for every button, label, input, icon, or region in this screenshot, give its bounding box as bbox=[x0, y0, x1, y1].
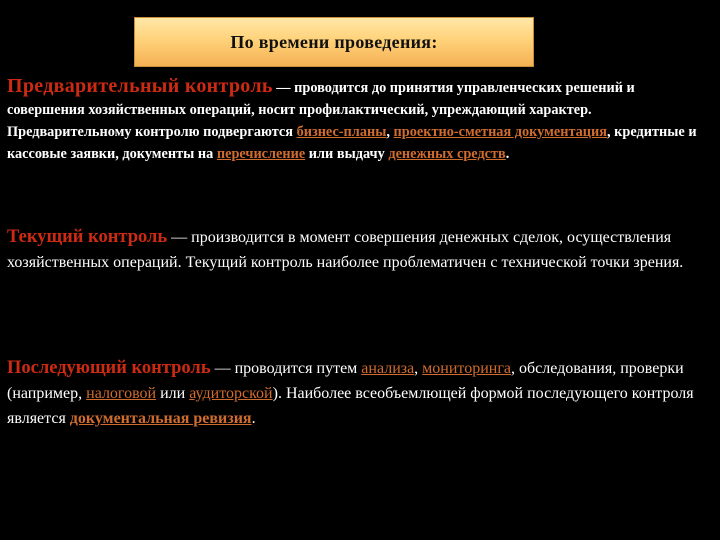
preliminary-control-paragraph bbox=[7, 75, 713, 165]
link-business-plans[interactable]: бизнес-планы bbox=[296, 124, 387, 140]
link-analysis[interactable]: анализа bbox=[361, 360, 415, 377]
link-auditor[interactable]: аудиторской bbox=[189, 385, 273, 402]
subsequent-control-text-2: , обследования, проверки (например, bbox=[7, 360, 684, 402]
slide-title-box bbox=[134, 17, 534, 67]
subsequent-control-text-4: ). Наиболее всеобъемлющей формой последующего контроля является bbox=[7, 385, 694, 427]
link-tax-audit[interactable]: налоговой bbox=[86, 385, 157, 402]
subsequent-control-term: Последующий контроль bbox=[7, 358, 211, 378]
subsequent-control-text-1: — проводится путем bbox=[210, 360, 362, 377]
link-monitoring[interactable]: мониторинга bbox=[422, 360, 511, 377]
period-text: . bbox=[505, 146, 510, 162]
preliminary-control-term: Предварительный контроль bbox=[7, 75, 273, 97]
current-control-definition: — производится в момент совершения денежных сделок, осуществления хозяйственных операций. Текущий контроль наиболее проблематичен с технической точки зрения. bbox=[7, 229, 684, 271]
period-text: . bbox=[251, 410, 256, 427]
separator-text: , bbox=[414, 360, 423, 377]
link-funds[interactable]: денежных средств bbox=[388, 146, 506, 162]
link-documentary-revision[interactable]: документальная ревизия bbox=[69, 410, 252, 427]
preliminary-control-text-3: или выдачу bbox=[305, 146, 389, 162]
slide-title: По времени проведения: bbox=[230, 31, 438, 52]
link-project-estimate-docs[interactable]: проектно-сметная документация bbox=[393, 124, 608, 140]
preliminary-control-definition: — проводится до принятия управленческих решений и совершения хозяйственных операций, носит профилактический, упреждающий характер. bbox=[7, 80, 635, 118]
separator-text: , bbox=[386, 124, 394, 140]
preliminary-control-text-2: , кредитные и кассовые заявки, документы на bbox=[7, 124, 697, 162]
subsequent-control-paragraph bbox=[7, 356, 713, 431]
subsequent-control-text-3: или bbox=[156, 385, 190, 402]
current-control-term: Текущий контроль bbox=[7, 227, 168, 247]
link-transfer[interactable]: перечисление bbox=[216, 146, 306, 162]
current-control-paragraph bbox=[7, 225, 713, 275]
preliminary-control-subjects-text: Предварительному контролю подвергаются bbox=[7, 124, 297, 140]
